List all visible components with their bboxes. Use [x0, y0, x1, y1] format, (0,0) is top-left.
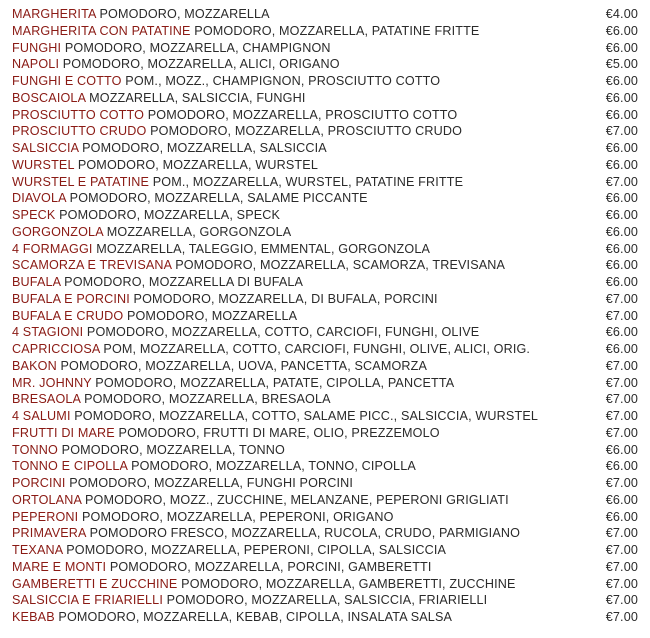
pizza-ingredients: POMODORO, MOZZARELLA [126, 308, 298, 323]
pizza-ingredients: POMODORO, MOZZARELLA, ALICI, ORIGANO [62, 57, 340, 72]
pizza-name: BUFALA [12, 275, 61, 289]
menu-item-description [12, 157, 318, 174]
menu-item [0, 358, 650, 375]
pizza-ingredients: POMODORO, MOZZARELLA DI BUFALA [64, 275, 304, 289]
pizza-name: GAMBERETTI E ZUCCHINE [12, 576, 178, 591]
menu-item-description [12, 542, 446, 559]
pizza-name: 4 STAGIONI [12, 325, 84, 340]
menu-item [0, 6, 650, 23]
menu-item [0, 542, 650, 559]
pizza-name: KEBAB [12, 610, 55, 624]
menu-item [0, 56, 650, 73]
pizza-price: €6.00 [605, 258, 638, 273]
pizza-ingredients: POMODORO, MOZZARELLA, PROSCIUTTO COTTO [147, 107, 458, 122]
pizza-price: €6.00 [605, 325, 638, 340]
pizza-ingredients: POMODORO, MOZZARELLA, COTTO, SALAME PICC., SALSICCIA, WURSTEL [74, 409, 539, 423]
pizza-ingredients: POM., MOZZARELLA, WURSTEL, PATATINE FRITTE [152, 174, 464, 189]
menu-item-description [12, 492, 509, 509]
pizza-name: BOSCAIOLA [12, 90, 86, 105]
pizza-name: ORTOLANA [12, 492, 82, 507]
pizza-ingredients: POMODORO, MOZZARELLA, DI BUFALA, PORCINI [133, 291, 438, 306]
menu-item-description [12, 174, 463, 191]
pizza-ingredients: POMODORO, MOZZARELLA, FUNGHI PORCINI [69, 476, 354, 490]
pizza-price: €6.00 [605, 191, 638, 206]
pizza-name: MR. JOHNNY [12, 375, 92, 390]
pizza-ingredients: POMODORO, MOZZARELLA, WURSTEL [77, 157, 318, 172]
pizza-ingredients: POM., MOZZ., CHAMPIGNON, PROSCIUTTO COTTO [125, 74, 441, 88]
menu-item-description [12, 475, 353, 492]
menu-item-description [12, 375, 454, 392]
menu-item-description [12, 274, 303, 291]
pizza-ingredients: POMODORO, MOZZARELLA, PROSCIUTTO CRUDO [150, 124, 463, 139]
menu-item-description [12, 442, 285, 459]
menu-item [0, 123, 650, 140]
menu-item [0, 40, 650, 57]
pizza-name: TEXANA [12, 543, 63, 557]
menu-item-description [12, 90, 306, 107]
pizza-price: €6.00 [605, 141, 638, 155]
pizza-price: €7.00 [605, 174, 638, 189]
menu-item-description [12, 358, 427, 375]
pizza-ingredients: POMODORO, MOZZARELLA, COTTO, CARCIOFI, FUNGHI, OLIVE [86, 325, 480, 340]
menu-item [0, 190, 650, 207]
menu-item-description [12, 341, 530, 358]
menu-item-description [12, 291, 438, 308]
pizza-price: €7.00 [605, 576, 638, 591]
pizza-ingredients: POMODORO, MOZZARELLA, CHAMPIGNON [64, 40, 331, 55]
pizza-price: €7.00 [605, 526, 638, 541]
pizza-price: €6.00 [605, 23, 638, 38]
pizza-price: €5.00 [605, 57, 638, 72]
pizza-price: €4.00 [605, 7, 638, 21]
pizza-name: PROSCIUTTO CRUDO [12, 124, 147, 139]
menu-item [0, 157, 650, 174]
pizza-ingredients: POMODORO, MOZZARELLA, SALSICCIA, FRIARIELLI [166, 593, 488, 608]
menu-item-description [12, 257, 505, 274]
pizza-price: €7.00 [605, 358, 638, 373]
pizza-name: PEPERONI [12, 509, 79, 524]
pizza-name: FUNGHI [12, 40, 62, 55]
pizza-price: €6.00 [605, 509, 638, 524]
pizza-ingredients: POMODORO, FRUTTI DI MARE, OLIO, PREZZEMOLO [118, 425, 440, 440]
pizza-name: WURSTEL [12, 157, 75, 172]
pizza-name: TONNO [12, 442, 58, 457]
pizza-price: €6.00 [605, 459, 638, 474]
pizza-price: €6.00 [605, 40, 638, 55]
menu-item-description [12, 190, 368, 207]
menu-item-description [12, 559, 432, 576]
pizza-price: €7.00 [605, 409, 638, 423]
menu-item [0, 576, 650, 593]
pizza-ingredients: POMODORO, MOZZARELLA, SPECK [59, 208, 281, 222]
menu-item [0, 592, 650, 609]
pizza-ingredients: POMODORO FRESCO, MOZZARELLA, RUCOLA, CRUDO, PARMIGIANO [89, 526, 521, 541]
pizza-name: MARE E MONTI [12, 559, 107, 574]
pizza-name: PRIMAVERA [12, 526, 86, 541]
pizza-ingredients: POMODORO, MOZZARELLA, BRESAOLA [84, 392, 331, 407]
menu-item [0, 341, 650, 358]
pizza-name: BUFALA E CRUDO [12, 308, 124, 323]
pizza-ingredients: POMODORO, MOZZARELLA, PORCINI, GAMBERETTI [109, 559, 432, 574]
menu-item [0, 291, 650, 308]
pizza-price: €6.00 [605, 157, 638, 172]
menu-item-description [12, 56, 340, 73]
pizza-ingredients: POMODORO, MOZZARELLA, GAMBERETTI, ZUCCHINE [181, 576, 516, 591]
menu-item [0, 274, 650, 291]
menu-item-description [12, 241, 430, 258]
pizza-name: BAKON [12, 358, 57, 373]
pizza-price: €6.00 [605, 208, 638, 222]
pizza-ingredients: POMODORO, MOZZARELLA, SALSICCIA [82, 141, 327, 155]
menu-item-description [12, 609, 452, 626]
pizza-name: FRUTTI DI MARE [12, 425, 115, 440]
menu-item [0, 425, 650, 442]
pizza-ingredients: POMODORO, MOZZARELLA, TONNO, CIPOLLA [131, 459, 416, 474]
pizza-ingredients: POMODORO, MOZZARELLA, TONNO [61, 442, 285, 457]
pizza-ingredients: POMODORO, MOZZARELLA, SCAMORZA, TREVISANA [175, 258, 506, 273]
menu-item [0, 442, 650, 459]
menu-item-description [12, 324, 479, 341]
pizza-ingredients: MOZZARELLA, SALSICCIA, FUNGHI [89, 90, 306, 105]
pizza-name: SPECK [12, 208, 56, 222]
menu-item [0, 324, 650, 341]
menu-item [0, 174, 650, 191]
pizza-menu-list [0, 6, 650, 626]
menu-item [0, 207, 650, 224]
menu-item-description [12, 123, 462, 140]
pizza-price: €7.00 [605, 593, 638, 608]
menu-item-description [12, 107, 457, 124]
pizza-ingredients: POMODORO, MOZZARELLA, SALAME PICCANTE [69, 191, 368, 206]
pizza-price: €6.00 [605, 342, 638, 356]
menu-item [0, 391, 650, 408]
pizza-price: €7.00 [605, 392, 638, 407]
menu-item-description [12, 40, 331, 57]
menu-item [0, 140, 650, 157]
menu-item [0, 509, 650, 526]
pizza-price: €7.00 [605, 291, 638, 306]
menu-item-description [12, 509, 394, 526]
menu-item-description [12, 207, 280, 224]
pizza-name: WURSTEL E PATATINE [12, 174, 150, 189]
pizza-name: MARGHERITA [12, 7, 96, 21]
menu-item-description [12, 308, 297, 325]
pizza-name: MARGHERITA CON PATATINE [12, 23, 191, 38]
pizza-ingredients: POMODORO, MOZZARELLA, KEBAB, CIPOLLA, INSALATA SALSA [58, 610, 453, 624]
menu-item [0, 375, 650, 392]
pizza-name: BUFALA E PORCINI [12, 291, 130, 306]
pizza-price: €7.00 [605, 559, 638, 574]
pizza-ingredients: POMODORO, MOZZARELLA, UOVA, PANCETTA, SCAMORZA [60, 358, 428, 373]
pizza-price: €7.00 [605, 308, 638, 323]
menu-item [0, 408, 650, 425]
pizza-price: €7.00 [605, 610, 638, 624]
menu-item-description [12, 525, 520, 542]
pizza-price: €7.00 [605, 543, 638, 557]
pizza-name: NAPOLI [12, 57, 60, 72]
pizza-name: 4 FORMAGGI [12, 241, 93, 256]
pizza-price: €6.00 [605, 241, 638, 256]
menu-item [0, 241, 650, 258]
pizza-name: CAPRICCIOSA [12, 342, 100, 356]
menu-item-description [12, 23, 479, 40]
pizza-name: SALSICCIA E FRIARIELLI [12, 593, 163, 608]
pizza-price: €7.00 [605, 476, 638, 490]
menu-item [0, 559, 650, 576]
pizza-name: FUNGHI E COTTO [12, 74, 122, 88]
pizza-ingredients: POM, MOZZARELLA, COTTO, CARCIOFI, FUNGHI, OLIVE, ALICI, ORIG. [103, 342, 531, 356]
pizza-name: PORCINI [12, 476, 66, 490]
menu-item [0, 107, 650, 124]
pizza-price: €7.00 [605, 425, 638, 440]
pizza-ingredients: MOZZARELLA, GORGONZOLA [106, 224, 292, 239]
pizza-price: €7.00 [605, 124, 638, 139]
menu-item-description [12, 224, 291, 241]
pizza-name: DIAVOLA [12, 191, 67, 206]
pizza-ingredients: MOZZARELLA, TALEGGIO, EMMENTAL, GORGONZOLA [96, 241, 431, 256]
pizza-name: TONNO E CIPOLLA [12, 459, 128, 474]
menu-item-description [12, 576, 516, 593]
menu-item [0, 609, 650, 626]
pizza-price: €6.00 [605, 275, 638, 289]
pizza-price: €6.00 [605, 492, 638, 507]
menu-item [0, 224, 650, 241]
pizza-price: €6.00 [605, 224, 638, 239]
menu-item [0, 475, 650, 492]
pizza-price: €7.00 [605, 375, 638, 390]
pizza-ingredients: POMODORO, MOZZ., ZUCCHINE, MELANZANE, PEPERONI GRIGLIATI [84, 492, 509, 507]
pizza-ingredients: POMODORO, MOZZARELLA, PATATINE FRITTE [194, 23, 480, 38]
menu-item-description [12, 73, 440, 90]
pizza-name: 4 SALUMI [12, 409, 71, 423]
menu-item-description [12, 6, 270, 23]
menu-item-description [12, 391, 331, 408]
pizza-price: €6.00 [605, 90, 638, 105]
menu-item [0, 73, 650, 90]
pizza-ingredients: POMODORO, MOZZARELLA [99, 7, 270, 21]
pizza-ingredients: POMODORO, MOZZARELLA, PATATE, CIPOLLA, PANCETTA [95, 375, 455, 390]
menu-item [0, 458, 650, 475]
menu-item-description [12, 425, 440, 442]
pizza-name: GORGONZOLA [12, 224, 104, 239]
menu-item-description [12, 592, 487, 609]
menu-item [0, 23, 650, 40]
menu-item [0, 308, 650, 325]
menu-item [0, 525, 650, 542]
pizza-price: €6.00 [605, 74, 638, 88]
pizza-ingredients: POMODORO, MOZZARELLA, PEPERONI, ORIGANO [81, 509, 394, 524]
pizza-name: PROSCIUTTO COTTO [12, 107, 145, 122]
menu-item-description [12, 408, 538, 425]
pizza-name: SALSICCIA [12, 141, 79, 155]
pizza-price: €6.00 [605, 442, 638, 457]
menu-item-description [12, 458, 416, 475]
menu-item-description [12, 140, 327, 157]
menu-item [0, 492, 650, 509]
menu-item [0, 257, 650, 274]
pizza-name: BRESAOLA [12, 392, 81, 407]
menu-item [0, 90, 650, 107]
pizza-name: SCAMORZA E TREVISANA [12, 258, 172, 273]
pizza-price: €6.00 [605, 107, 638, 122]
pizza-ingredients: POMODORO, MOZZARELLA, PEPERONI, CIPOLLA, SALSICCIA [66, 543, 447, 557]
